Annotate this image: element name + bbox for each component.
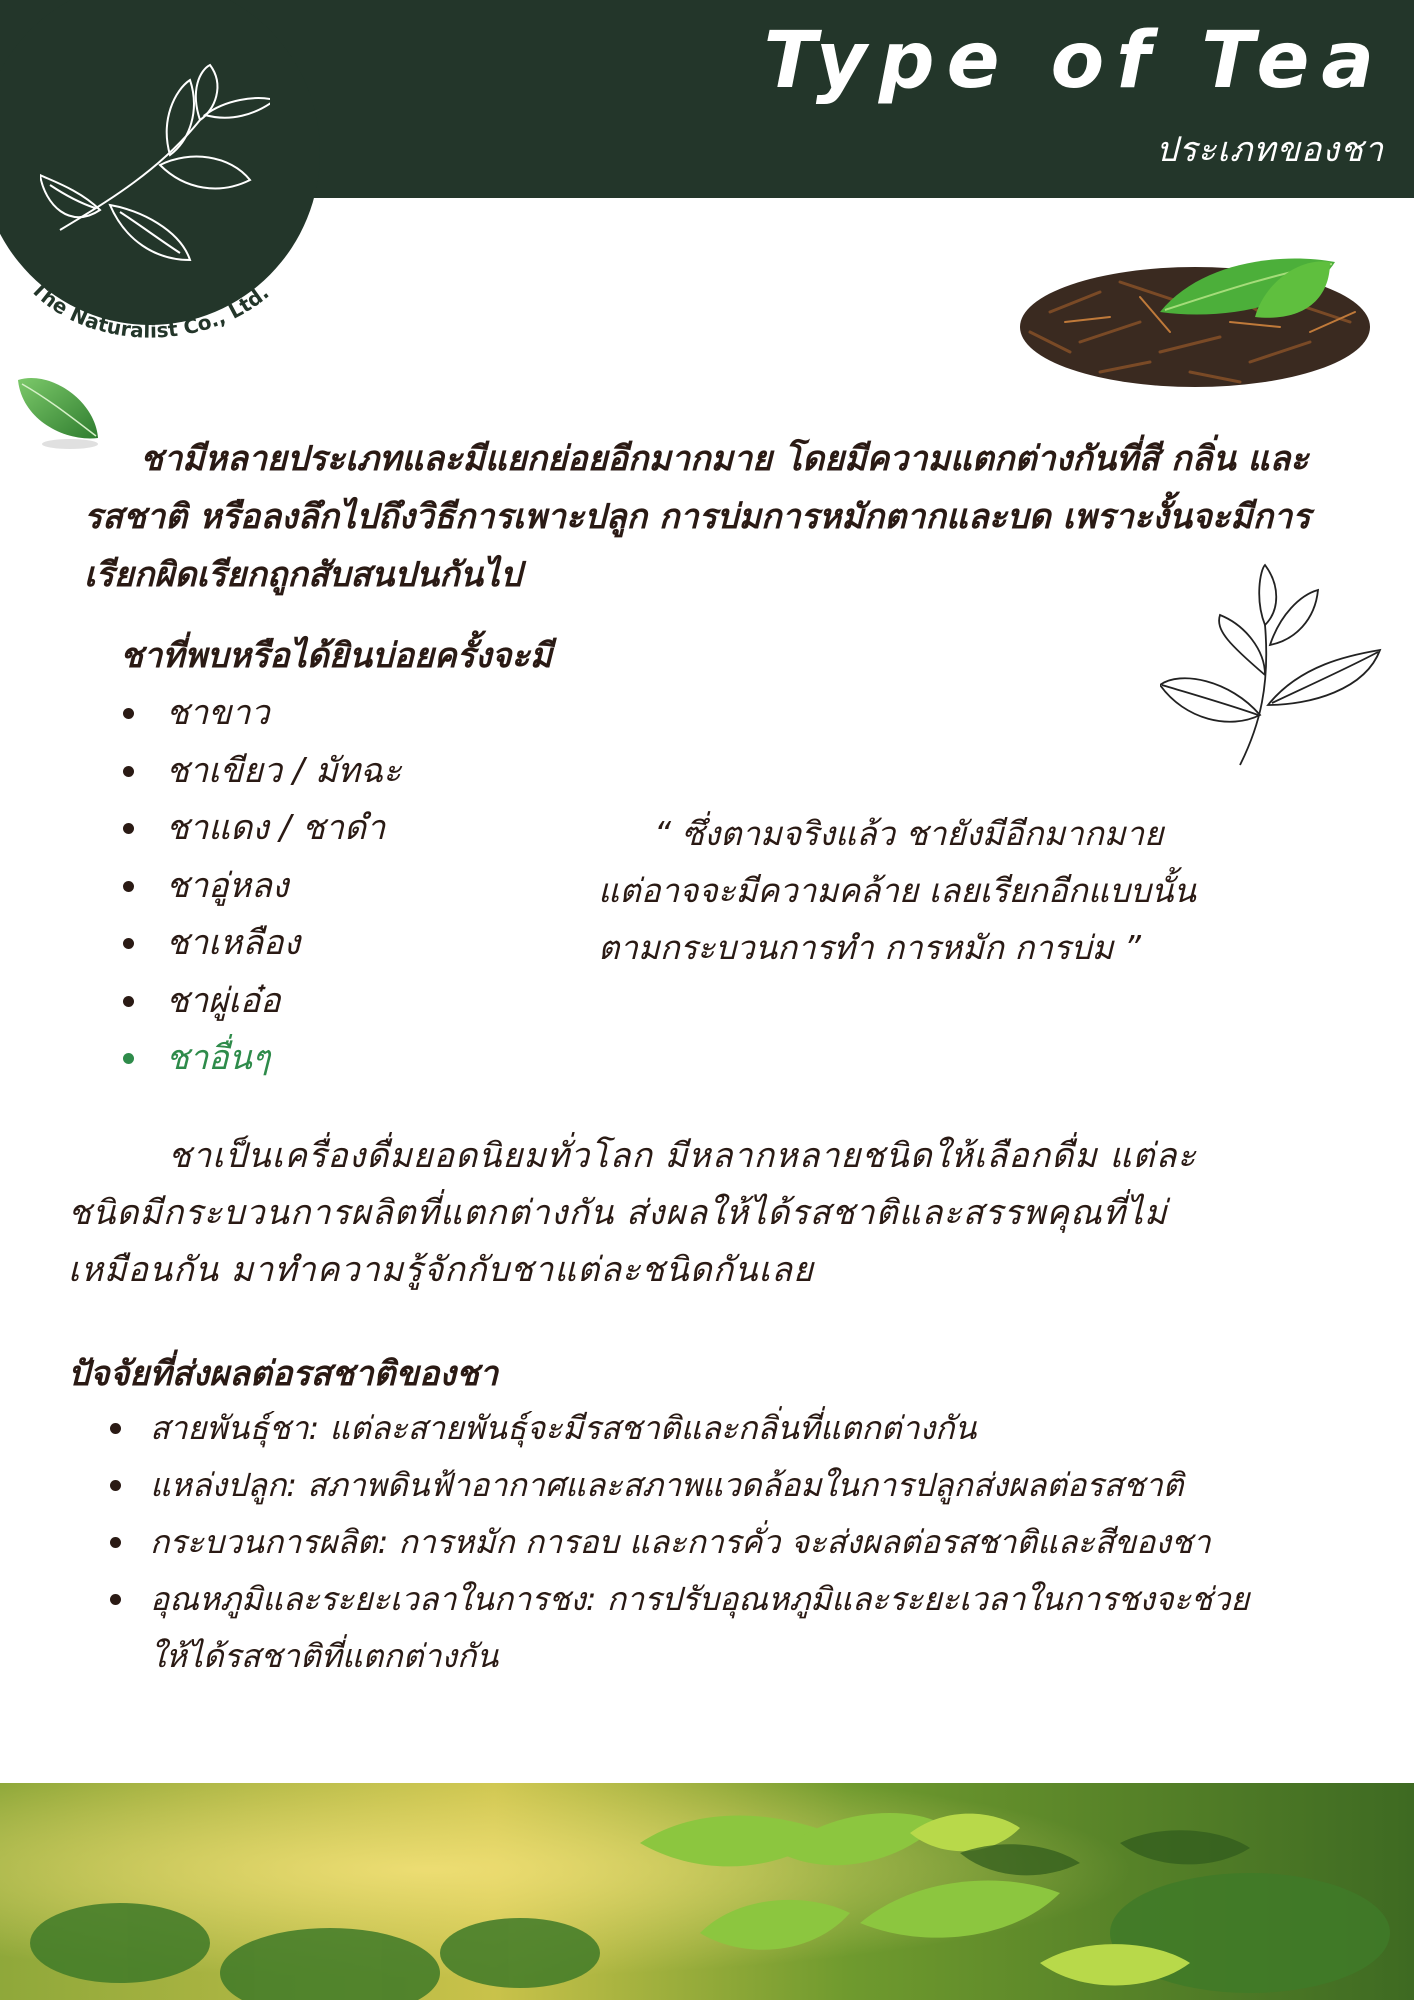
quote-line: แต่อาจจะมีความคล้าย เลยเรียกอีกแบบนั้น [598, 871, 1196, 910]
tea-type-list [120, 685, 401, 1088]
paragraph-line: ชาเป็นเครื่องดื่มยอดนิยมทั่วโลก มีหลากหลายชนิดให้เลือกดื่ม แต่ละ [168, 1136, 1197, 1176]
intro-paragraph: ชามีหลายประเภทและมีแยกย่อยอีกมากมาย โดยมีความแตกต่างกันที่สี กลิ่น และรสชาติ หรือลงลึกไปถึงวิธีการเพาะปลูก การบ่มการหมักตากและบด เพราะงั้นจะมีการเรียกผิดเรียกถูกสับสนปนกันไป [84, 439, 1311, 595]
list-item-highlighted: ชาอื่นๆ [120, 1030, 401, 1088]
factor-label: สายพันธุ์ชา: [150, 1409, 320, 1447]
quote-line: ตามกระบวนการทำ การหมัก การบ่ม ” [598, 928, 1141, 967]
list-item [108, 1400, 1368, 1457]
list-item: ชาเหลือง [120, 915, 401, 973]
list-item [108, 1571, 1368, 1685]
body-paragraph [68, 1128, 1348, 1299]
page-subtitle: ประเภทของชา [1156, 130, 1384, 170]
quote-block [598, 805, 1298, 976]
page-title: Type of Tea [763, 16, 1386, 106]
tea-branch-logo-icon [40, 60, 270, 280]
factor-label: กระบวนการผลิต: [150, 1523, 389, 1561]
list-item [108, 1514, 1368, 1571]
list-item [108, 1457, 1368, 1514]
list-item: ชาแดง / ชาดำ [120, 800, 401, 858]
list-item: ชาผู่เอ๋อ [120, 973, 401, 1031]
logo-wordmark [0, 260, 320, 380]
dried-tea-leaves-image [1010, 222, 1390, 422]
tea-plantation-photo [0, 1783, 1414, 2000]
factor-label: อุณหภูมิและระยะเวลาในการชง: [150, 1580, 597, 1618]
factor-label: แหล่งปลูก: [150, 1466, 298, 1504]
paragraph-line: ชนิดมีกระบวนการผลิตที่แตกต่างกัน ส่งผลให้ได้รสชาติและสรรพคุณที่ไม่ [68, 1193, 1168, 1233]
list-item: ชาอู่หลง [120, 858, 401, 916]
factor-text: การหมัก การอบ และการคั่ว จะส่งผลต่อรสชาติและสีของชา [398, 1523, 1211, 1561]
quote-line: “ ซึ่งตามจริงแล้ว ชายังมีอีกมากมาย [654, 814, 1164, 853]
factors-list [108, 1400, 1368, 1685]
paragraph-line: เหมือนกัน มาทำความรู้จักกับชาแต่ละชนิดกันเลย [68, 1250, 814, 1290]
svg-text:The Naturalist Co., Ltd.: The Naturalist Co., Ltd. [26, 276, 274, 343]
factor-text-continued: ให้ได้รสชาติที่แตกต่างกัน [150, 1637, 499, 1675]
factor-text: การปรับอุณหภูมิและระยะเวลาในการชงจะช่วย [606, 1580, 1250, 1618]
factors-heading: ปัจจัยที่ส่งผลต่อรสชาติของชา [68, 1354, 499, 1394]
list-item: ชาขาว [120, 685, 401, 743]
factor-text: แต่ละสายพันธุ์จะมีรสชาติและกลิ่นที่แตกต่างกัน [329, 1409, 977, 1447]
list-item: ชาเขียว / มัทฉะ [120, 743, 401, 801]
factor-text: สภาพดินฟ้าอากาศและสภาพแวดล้อมในการปลูกส่งผลต่อรสชาติ [307, 1466, 1184, 1504]
tea-list-heading: ชาที่พบหรือได้ยินบ่อยครั้งจะมี [120, 636, 553, 676]
